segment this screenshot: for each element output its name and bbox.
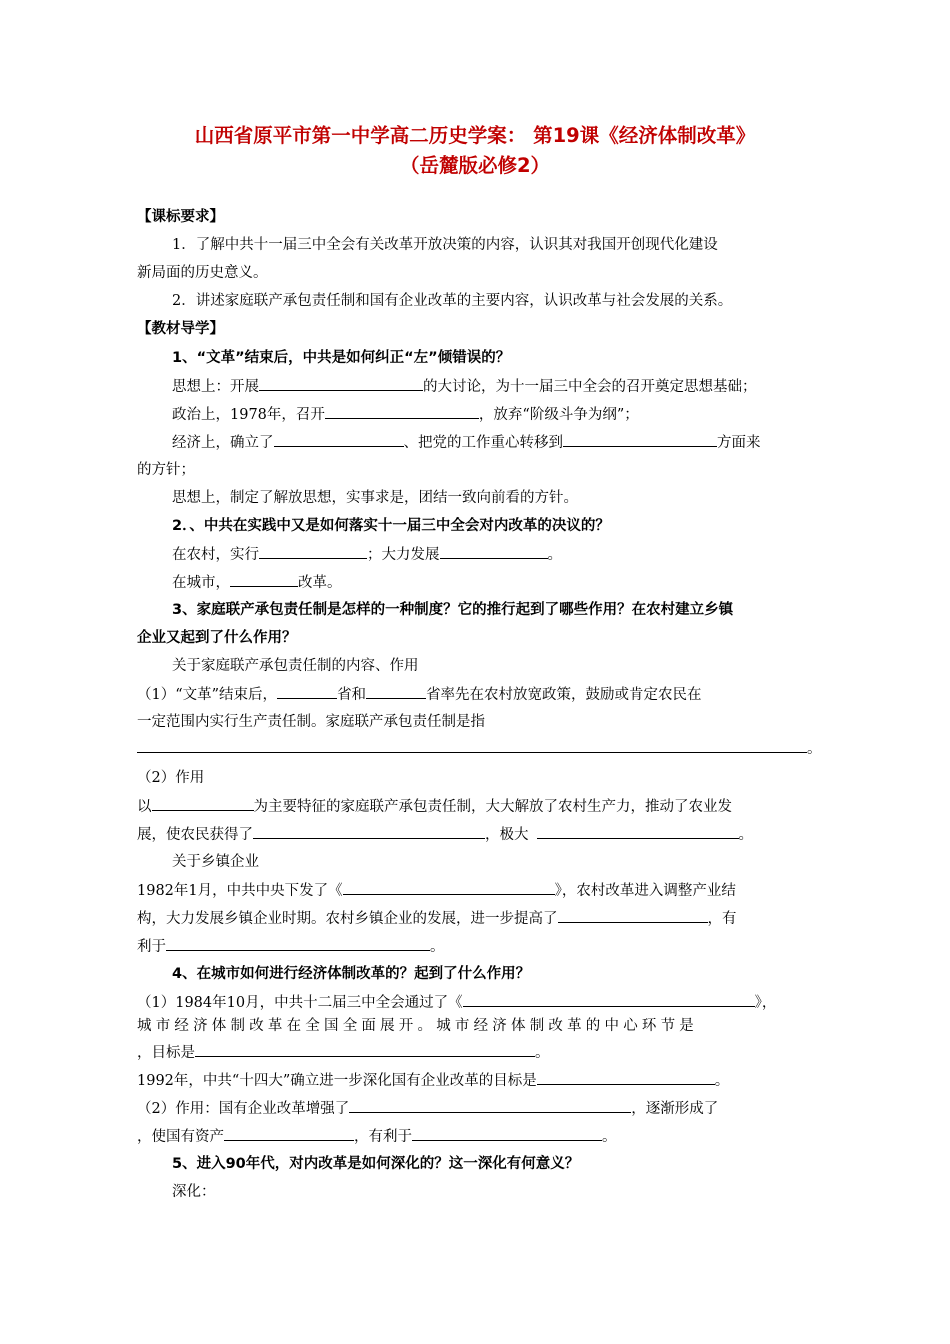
text: 。	[602, 1129, 617, 1145]
question-3-cont: 企业又起到了什么作用？	[137, 630, 297, 646]
blank-field[interactable]	[166, 933, 430, 951]
text: 政治上，1978年，召开	[172, 407, 325, 423]
blank-field[interactable]	[537, 821, 739, 839]
q4-part-3-line-b	[137, 1123, 617, 1150]
doc-title: 山西省原平市第一中学高二历史学案： 第19课《经济体制改革》	[194, 124, 756, 147]
blank-field[interactable]	[412, 1123, 602, 1141]
q1-line-c	[172, 429, 761, 456]
text: 构，大力发展乡镇企业时期。农村乡镇企业的发展，进一步提高了	[137, 911, 558, 927]
question-1: 1、“文革”结束后，中共是如何纠正“左”倾错误的？	[172, 350, 511, 366]
blank-field[interactable]	[325, 401, 479, 419]
question-2: 2．、中共在实践中又是如何落实十一届三中全会对内改革的决议的？	[172, 518, 610, 534]
q3-subheading-2: 关于乡镇企业	[172, 854, 259, 870]
text: ，目标是	[137, 1045, 195, 1061]
text: （1）“文革”结束后，	[137, 687, 278, 703]
blank-field[interactable]	[137, 735, 807, 753]
q3-part-1	[137, 681, 702, 708]
text: 省和	[337, 687, 367, 703]
q5-line-a: 深化：	[172, 1184, 216, 1200]
q3-part-2-line-a	[137, 793, 732, 820]
q4-part-1	[137, 989, 776, 1016]
q1-line-c-wrap: 的方针；	[137, 462, 195, 478]
text: 省率先在农村放宽政策，鼓励或肯定农民在	[426, 687, 702, 703]
q3-part-1-wrap: 一定范围内实行生产责任制。家庭联产承包责任制是指	[137, 714, 485, 730]
q4-part-1-line-b: 城市经济体制改革在全国全面展开。城市经济体制改革的中心环节是	[137, 1018, 698, 1034]
section-heading-guide: 【教材导学】	[137, 321, 224, 337]
text: ，极大	[485, 827, 529, 843]
q3-part-3-line-b	[137, 905, 737, 932]
text: （1）1984年10月，中共十二届三中全会通过了《	[137, 995, 463, 1011]
blank-field[interactable]	[253, 821, 485, 839]
text: ，使国有资产	[137, 1129, 224, 1145]
q3-subheading-1: 关于家庭联产承包责任制的内容、作用	[172, 658, 419, 674]
blank-field[interactable]	[563, 429, 717, 447]
blank-field[interactable]	[230, 569, 298, 587]
text: 为主要特征的家庭联产承包责任制，大大解放了农村生产力，推动了农业发	[253, 799, 732, 815]
section-heading-requirements: 【课标要求】	[137, 209, 224, 225]
text: 。	[535, 1045, 550, 1061]
requirement-2: 2．讲述家庭联产承包责任制和国有企业改革的主要内容，认识改革与社会发展的关系。	[172, 293, 733, 309]
q2-line-b	[172, 569, 342, 596]
blank-field[interactable]	[343, 877, 555, 895]
q4-part-1-line-c	[137, 1039, 550, 1066]
text: 1992年，中共“十四大”确立进一步深化国有企业改革的目标是	[137, 1073, 537, 1089]
text: 1982年1月，中共中央下发了《	[137, 883, 343, 899]
blank-field[interactable]	[195, 1039, 535, 1057]
text: 展，使农民获得了	[137, 827, 253, 843]
blank-field[interactable]	[259, 373, 423, 391]
text: （2）作用：国有企业改革增强了	[137, 1101, 350, 1117]
text: ，有	[707, 911, 737, 927]
text: 。	[547, 547, 562, 563]
text: 。	[714, 1073, 730, 1089]
q3-part-3-line-c	[137, 933, 445, 960]
question-3: 3、家庭联产承包责任制是怎样的一种制度？它的推行起到了哪些作用？在农村建立乡镇	[172, 602, 734, 618]
text: 利于	[137, 939, 166, 955]
text: 》，	[754, 995, 777, 1011]
q4-part-3	[137, 1095, 718, 1122]
q4-part-2	[137, 1067, 729, 1094]
q3-part-3-line-a	[137, 877, 736, 904]
text: 在农村，实行	[172, 547, 259, 563]
text: 、把党的工作重心转移到	[403, 435, 563, 451]
blank-field[interactable]	[366, 681, 426, 699]
text: ，逐渐形成了	[631, 1101, 719, 1117]
text: 。	[738, 827, 753, 843]
text: 。	[807, 741, 822, 757]
text: ，有利于	[354, 1129, 412, 1145]
q3-part-1-blankline	[137, 735, 822, 762]
q3-part-2: （2）作用	[137, 770, 205, 786]
text: 改革。	[298, 575, 342, 591]
text: 以	[137, 799, 152, 815]
text: 经济上，确立了	[172, 435, 274, 451]
blank-field[interactable]	[537, 1067, 715, 1085]
blank-field[interactable]	[558, 905, 708, 923]
q3-part-2-line-b	[137, 821, 753, 848]
question-4: 4、在城市如何进行经济体制改革的？起到了什么作用？	[172, 966, 531, 982]
text: 方面来	[717, 435, 761, 451]
text: 在城市，	[172, 575, 230, 591]
text: 思想上：开展	[172, 379, 259, 395]
q1-line-b	[172, 401, 639, 428]
blank-field[interactable]	[152, 793, 254, 811]
text: 》，农村改革进入调整产业结	[554, 883, 736, 899]
q1-line-d: 思想上，制定了解放思想，实事求是，团结一致向前看的方针。	[172, 490, 578, 506]
q1-line-a	[172, 373, 757, 400]
blank-field[interactable]	[224, 1123, 354, 1141]
blank-field[interactable]	[463, 989, 755, 1007]
text: ，放弃“阶级斗争为纲”；	[478, 407, 639, 423]
text: 的大讨论，为十一届三中全会的召开奠定思想基础；	[423, 379, 757, 395]
blank-field[interactable]	[349, 1095, 631, 1113]
text: 。	[430, 939, 445, 955]
requirement-1: 1．了解中共十一届三中全会有关改革开放决策的内容，认识其对我国开创现代化建设	[172, 237, 718, 253]
requirement-1-cont: 新局面的历史意义。	[137, 265, 268, 281]
text: ；大力发展	[367, 547, 440, 563]
blank-field[interactable]	[440, 541, 548, 559]
blank-field[interactable]	[277, 681, 337, 699]
doc-subtitle: （岳麓版必修2）	[399, 154, 551, 177]
blank-field[interactable]	[259, 541, 367, 559]
blank-field[interactable]	[274, 429, 404, 447]
q2-line-a	[172, 541, 562, 568]
question-5: 5、进入90年代，对内改革是如何深化的？这一深化有何意义？	[172, 1156, 580, 1172]
